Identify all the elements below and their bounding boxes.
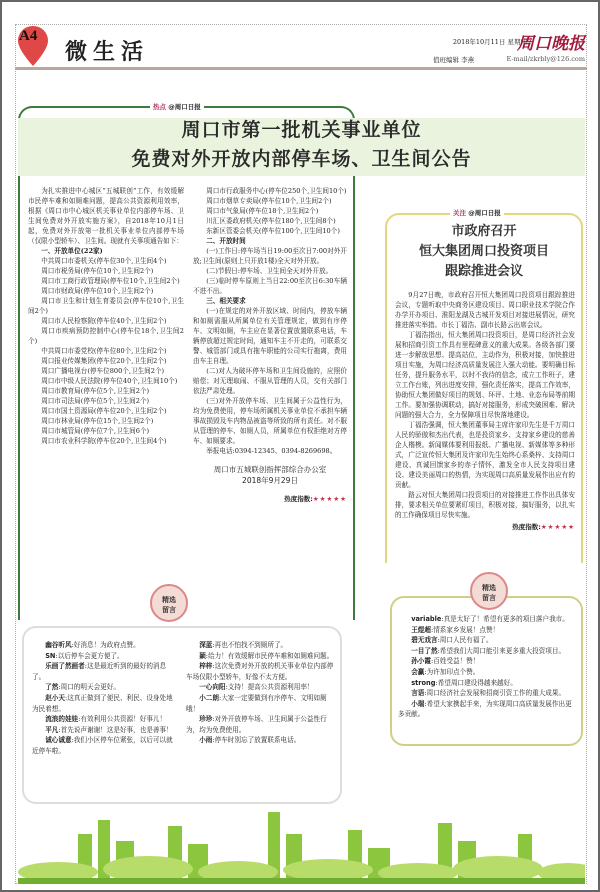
- comment-text: 我们小区停车位紧张，以后可以就近停车啦。: [32, 736, 173, 755]
- comment-text: 再也不怕找不到厕所了。: [214, 641, 288, 649]
- comment-text: 有效利用公共资源！好事儿！: [80, 715, 167, 724]
- comment-text: 情系家乡发展！点赞！: [433, 625, 500, 634]
- comment-author: 深蓝: [199, 641, 213, 649]
- star-rating: ★★★★★: [540, 523, 575, 531]
- paragraph: 丁福浩指出，恒大集团周口投资项目，是周口经济社会发展和招商引资工作具有里程碑意义的重大成果。各级各部门要进一步解放思想、提高站位，主动作为，积极对接，加快推进项目实施，为周口经济高质量发展注入强大动能。要明确目标任务，提升服务水平，以时不我待的信念，成立工作班子，建立工作台账，列出进度安排，强化责任落实，提高工作效率，协助恒大集团做好项目的规划、环评、土地、业态布局等前期工作。要加强协调联动，搞好对接服务，形成突破困难、解决问题的强大合力，全力保障项目尽快落地建设。: [395, 331, 575, 419]
- sign-date: 2018年9月29日: [242, 476, 298, 485]
- side-article-title: [385, 222, 583, 282]
- paragraph: (一)工作日:停车场当日19:00至次日7:00对外开放;卫生间(原则上只开放1楼)全天对外开放。: [193, 247, 347, 265]
- main-article-column-1: [28, 186, 184, 446]
- comment-author: 小瑞: [411, 699, 425, 708]
- signer: 周口市五城联创指挥部综合办公室: [213, 465, 327, 474]
- title-line: 跟踪推进会议: [444, 264, 523, 279]
- comment: 王煜超:情系家乡发展！点赞！: [411, 625, 500, 634]
- editor: 值班编辑 李燕: [433, 56, 475, 64]
- comment: 乐画了然画者:这是最近听到的最好的消息了。: [32, 662, 167, 681]
- issue-date: 2018年10月11日 星期四: [452, 38, 527, 46]
- comment: 言语:周口经济社会发展和招商引资工作的重大成果。: [411, 689, 566, 698]
- comment: 小瑞:希望大家携起手来，为实现周口高质量发展作出更多贡献。: [398, 699, 572, 719]
- comment-author: variable: [411, 615, 442, 623]
- section-title: 微生活: [65, 39, 150, 65]
- comment-author: 梓梓: [199, 662, 213, 671]
- unit-item: 中共周口市委机关(停车位30个,卫生间4个): [41, 257, 167, 265]
- paragraph: (三)对外开放停车场、卫生间属于公益性行为，均为免费使用，停车场所属机关事业单位不承担车辆事故损毁及车内物品被盗等所致的所有责任。对不服从管理的停车、如厕人员，所属单位有权拒绝对方停车、如厕要求。: [193, 397, 347, 445]
- comment: 流浪的娃娃:有效利用公共资源！好事儿！: [45, 715, 167, 724]
- comment: 一目了然:希望我们大周口能引来更多重大投资项目。: [411, 646, 566, 655]
- comment-author: SN: [45, 651, 56, 660]
- comment-text: 这是最近听到的最好的消息了。: [32, 662, 167, 681]
- paragraph: 9月27日晚，市政府召开恒大集团周口投资项目跟踪推进会议，专题听取中央商务区建设项目、周口职业技术学院合作办学开办项目、淮阳龙湖及古城开发项目对接进展情况，研究推进落实举措。市长丁福浩、副市长路云出席会议。: [395, 291, 575, 329]
- comment: 赵小天:这真正做到了便民、利民、设身处地为民着想。: [32, 693, 173, 713]
- comment-author: strong: [411, 678, 436, 687]
- comment: 珍珍:对外开放停车场、卫生间属于公益性行为，均为免费使用。: [186, 715, 327, 734]
- paragraph: 丁福浩强调，恒大集团董事局主席许家印先生是千万周口人民的骄傲和杰出代表，也是投资家乡、支持家乡建设的慈善企人楷模。新闻媒体要利用报纸、广播电视、新媒体等多种形式，广泛宣传恒大集团及许家印先生始终心系桑梓、支持周口建设、真诚回馈家乡的赤子情怀，激发全市人民支持项目建设、建设美丽周口的热情，为实现周口高质量发展作出应有的贡献。: [395, 421, 575, 489]
- page-header: [15, 25, 587, 70]
- unit-item: 周口广播电视台(停车位800个,卫生间2个): [41, 367, 165, 375]
- unit-item: 周口市林业局(停车位15个,卫生间2个): [41, 417, 154, 425]
- unit-item: 周口市财政局(停车位10个,卫生间2个): [41, 287, 154, 295]
- comment-author: 小二朗: [199, 693, 219, 702]
- unit-item: 中共周口市委党校(停车位80个,卫生间2个): [41, 347, 167, 355]
- unit-item: 周口市国土资源局(停车位20个,卫生间2个): [41, 407, 167, 415]
- comment: SN:以后停车会更方便了。: [45, 651, 124, 660]
- badge-line: 精选: [482, 584, 496, 592]
- unit-item: 川汇区委政府机关(停车位180个,卫生间8个): [206, 217, 336, 225]
- comment-author: 孙小霞: [411, 657, 431, 666]
- paragraph: 路云对恒大集团周口投资项目的对接推进工作作出具体安排，要求相关单位要紧盯项目，积极对接，搞好服务，以扎实的工作确保项目尽快实施。: [395, 491, 575, 519]
- section-heading: 二、开放时间: [206, 237, 246, 245]
- comment-text: 这真正做到了便民、利民、设身处地为民着想。: [32, 693, 173, 713]
- unit-item: 周口市农业科学院(停车位20个,卫生间4个): [41, 437, 167, 445]
- comment-author: 珍珍: [199, 715, 213, 724]
- star-rating: ★★★★★: [312, 495, 347, 503]
- featured-comments-badge: [150, 584, 188, 622]
- unit-item: 周口市城管局(停车位7个,卫生间6个): [41, 427, 150, 435]
- unit-item: 周口报业传媒集团(停车位20个,卫生间2个): [41, 357, 167, 365]
- comment-author: 一目了然: [411, 646, 438, 655]
- heat-index: [193, 494, 347, 504]
- comment-text: 大家一定要做到有序停车、文明如厕哦！: [186, 693, 327, 713]
- heat-index: [395, 522, 575, 532]
- badge-line: 留言: [482, 594, 496, 602]
- comment: strong:希望周口建设得越来越好。: [411, 678, 517, 687]
- unit-item: 周口市税务局(停车位10个,卫生间2个): [41, 267, 154, 275]
- tag-source: @周口日报: [168, 103, 201, 111]
- comment-author: 一心向阳: [199, 683, 226, 692]
- tag-prefix: 热点: [153, 103, 166, 111]
- title-line: 市政府召开: [451, 224, 517, 239]
- comment-author: 诚心诚意: [45, 736, 72, 745]
- comment: 平凡:首先说声谢谢！这是好事，也是善事！: [45, 725, 173, 734]
- paragraph: (二)节假日:停车场、卫生间全天对外开放。: [206, 267, 333, 275]
- comment-text: 对外开放停车场、卫生间属于公益性行为，均为免费使用。: [186, 715, 327, 734]
- comment-author: 乐画了然画者: [45, 662, 85, 671]
- comment-author: 王煜超: [411, 625, 431, 634]
- comment-text: 周口的明天会更好。: [60, 683, 120, 692]
- unit-item: 周口市气象局(停车位18个,卫生间2个): [206, 207, 319, 215]
- signature-block: [193, 464, 347, 486]
- comment: 孙小霞:百姓受益！赞！: [411, 657, 480, 666]
- comment: 诚心诚意:我们小区停车位紧张，以后可以就近停车啦。: [32, 736, 173, 755]
- comments-right: [398, 614, 578, 720]
- paragraph: (三)临时停车原则上当日22:00至次日6:30车辆不进不出。: [193, 277, 347, 295]
- main-article-column-2: [193, 186, 347, 504]
- comment-author: 流浪的娃娃: [45, 715, 79, 724]
- comment-author: 幽谷听风: [45, 641, 72, 649]
- badge-line: 留言: [162, 606, 176, 614]
- comment-author: 言语: [411, 689, 425, 698]
- heat-label: 热度指数:: [512, 523, 541, 531]
- unit-item: 周口市工商行政管理局(停车位10个,卫生间2个): [41, 277, 180, 285]
- comment-author: 赵小天: [45, 693, 65, 702]
- unit-item: 周口市疾病预防控制中心(停车位18个,卫生间2个): [28, 327, 184, 345]
- comment: 小雨:停车时别忘了放置联系电话。: [199, 736, 301, 745]
- comment: 一心向阳:支持！提高公共资源利用率！: [199, 683, 314, 692]
- unit-item: 周口市人民检察院(停车位40个,卫生间2个): [41, 317, 167, 325]
- section-heading: 一、开放单位(22家): [41, 247, 103, 255]
- comment: 颖:给力！有效缓解市民停车难和如厕难问题。: [199, 651, 334, 660]
- comment-text: 百姓受益！赞！: [433, 657, 480, 666]
- title-line: 周口市第一批机关事业单位: [181, 119, 422, 141]
- comment-text: 好消息！为政府点赞。: [73, 641, 140, 649]
- side-article-body: [395, 290, 575, 532]
- comment: 会赢:为许加印点个赞。: [411, 667, 480, 676]
- unit-item: 周口市教育局(停车位5个,卫生间2个): [41, 387, 150, 395]
- section-heading: 三、相关要求: [206, 297, 246, 305]
- comments-left-col1: [32, 640, 178, 757]
- comment-text: 希望周口建设得越来越好。: [437, 678, 517, 687]
- badge-line: 精选: [162, 596, 176, 604]
- comment-author: 会赢: [411, 667, 425, 676]
- comment-text: 周口经济社会发展和招商引资工作的重大成果。: [426, 689, 566, 698]
- unit-item: 东新区管委会机关(停车位100个,卫生间10个): [206, 227, 340, 235]
- email: E-mail/zkrbly@126.com: [506, 55, 585, 63]
- comment-author: 碧无戏言: [411, 636, 438, 645]
- comment: 梓梓:这次免费对外开放的机关事业单位内部停车场仅限小型轿车，好像不太方便。: [186, 662, 334, 681]
- tag-source: @周口日报: [468, 209, 501, 217]
- comment-text: 停车时别忘了放置联系电话。: [214, 736, 301, 745]
- title-line: 恒大集团周口投资项目: [418, 244, 549, 259]
- unit-item: 周口市卫生和计划生育委员会(停车位10个,卫生间2个): [28, 297, 184, 315]
- title-line: 免费对外开放内部停车场、卫生间公告: [131, 148, 472, 170]
- comment: variable:真是太好了！希望有更多的项目落户我市。: [411, 615, 569, 623]
- green-city-illustration: [18, 806, 585, 884]
- comment-text: 支持！提高公共资源利用率！: [227, 683, 314, 692]
- article-tag: [150, 102, 204, 111]
- unit-item: 周口市司法局(停车位5个,卫生间2个): [41, 397, 150, 405]
- paragraph: 为扎实推进中心城区“五城联创”工作，有效缓解市民停车难和如厕难问题，提高公共资源利用效率，根据《周口市中心城区机关事业单位内部停车场、卫生间免费对外开放实施方案》，自2018年10月1日起，免费对外开放第一批机关事业单位内部停车场（仅限小型轿车）、卫生间。现就有关事项通告如下：: [28, 187, 184, 245]
- comment: 了然:周口的明天会更好。: [45, 683, 120, 692]
- comment-text: 给力！有效缓解市民停车难和如厕难问题。: [208, 651, 334, 660]
- comment-author: 平凡: [45, 725, 59, 734]
- comment: 碧无戏言:周口人民有福了。: [411, 636, 493, 645]
- unit-item: 周口市烟草专卖局(停车位10个,卫生间2个): [206, 197, 332, 205]
- comment-text: 为许加印点个赞。: [426, 667, 480, 676]
- comment-author: 颖: [199, 651, 206, 660]
- comment-text: 首先说声谢谢！这是好事，也是善事！: [60, 725, 173, 734]
- paragraph: 举报电话:0394-12345、0394-8269698。: [206, 447, 337, 455]
- comment: 小二朗:大家一定要做到有序停车、文明如厕哦！: [186, 693, 327, 713]
- comment: 幽谷听风:好消息！为政府点赞。: [45, 641, 140, 649]
- featured-comments-badge-right: [470, 572, 508, 610]
- tag-prefix: 关注: [453, 209, 466, 217]
- unit-item: 周口市行政服务中心(停车位250个,卫生间10个): [206, 187, 347, 195]
- comment-text: 希望大家携起手来，为实现周口高质量发展作出更多贡献。: [398, 699, 572, 719]
- side-article-tag: [450, 208, 504, 217]
- comment-text: 以后停车会更方便了。: [57, 651, 124, 660]
- comment-author: 小雨: [199, 736, 213, 745]
- page-number: A4: [19, 28, 38, 44]
- comment-text: 希望我们大周口能引来更多重大投资项目。: [439, 646, 566, 655]
- paragraph: (一)在规定的对外开放区域、时间内，停放车辆和如厕需服从所属单位有关管理规定，做到有序停车、文明如厕，车主应在显著位置放置联系电话，车辆停放超过规定时间，通知车主不开走的，可联系交警、城管部门或具有拖车职能的公司实行拖离，费用由车主自理。: [193, 307, 347, 365]
- comment-text: 周口人民有福了。: [439, 636, 493, 645]
- unit-item: 周口市中级人民法院(停车位40个,卫生间10个): [41, 377, 178, 385]
- main-article-title: [18, 116, 585, 174]
- comments-left-col2: [186, 640, 334, 746]
- comment-author: 了然: [45, 683, 59, 692]
- heat-label: 热度指数:: [284, 495, 313, 503]
- comment-text: 真是太好了！希望有更多的项目落户我市。: [443, 615, 569, 623]
- paragraph: (二)对人为破坏停车场和卫生间设施的，应照价赔偿；对无理取闹、不服从管理的人员，交有关部门依法严肃处理。: [193, 367, 347, 395]
- newspaper-logo: 周口晚报: [517, 34, 585, 54]
- comment-text: 这次免费对外开放的机关事业单位内部停车场仅限小型轿车，好像不太方便。: [186, 662, 334, 681]
- comment: 深蓝:再也不怕找不到厕所了。: [199, 641, 288, 649]
